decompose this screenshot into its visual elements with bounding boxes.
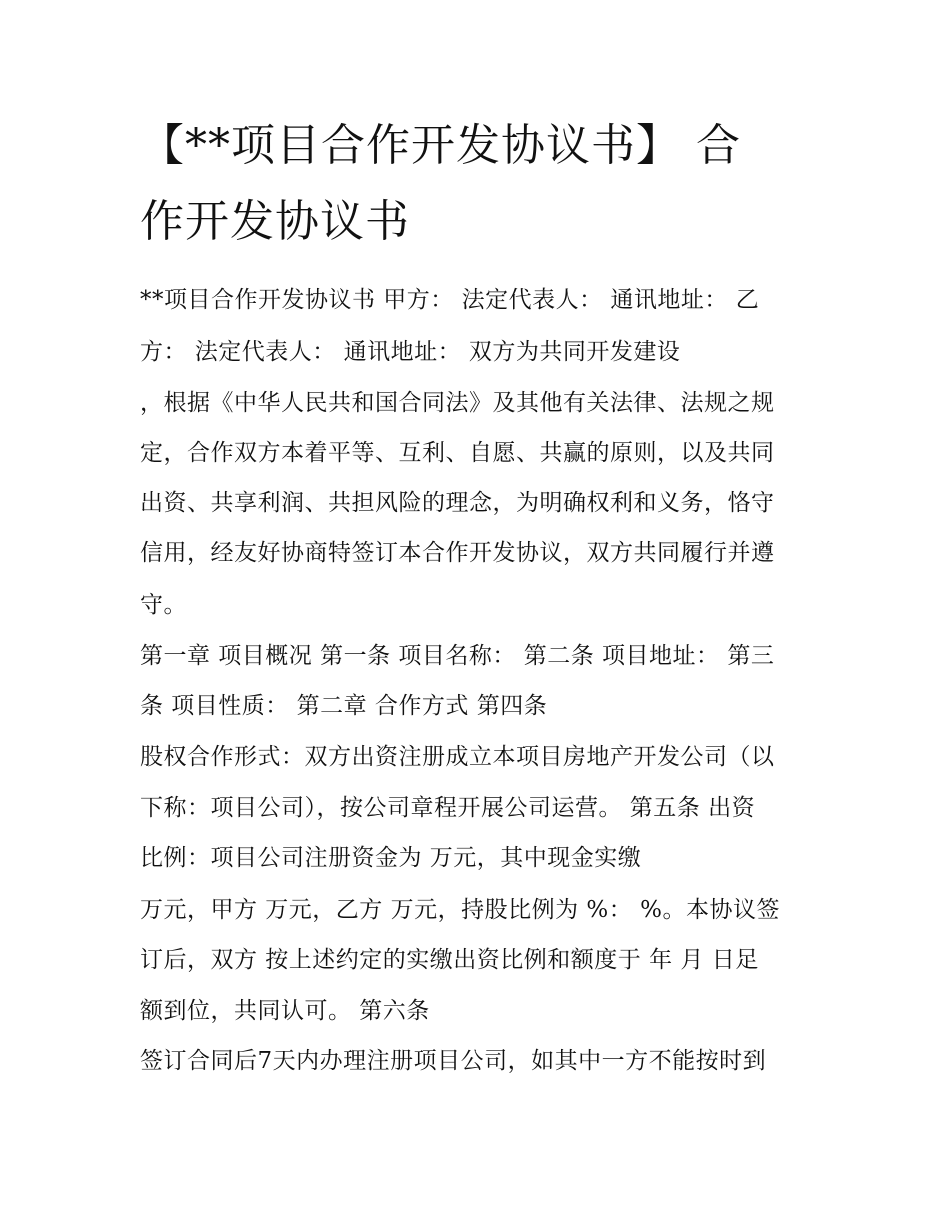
body-line-14: 订后，双方 按上述约定的实缴出资比例和额度于 年 月 日足	[140, 947, 759, 973]
body-line-1: **项目合作开发协议书 甲方： 法定代表人： 通讯地址： 乙	[140, 287, 760, 313]
title-line-2: 作开发协议书	[140, 196, 410, 247]
body-line-4: 定，合作双方本着平等、互利、自愿、共赢的原则，以及共同	[140, 440, 775, 466]
body-line-8: 第一章 项目概况 第一条 项目名称： 第二条 项目地址： 第三	[140, 643, 775, 669]
body-line-3: ，根据《中华人民共和国合同法》及其他有关法律、法规之规	[140, 390, 775, 416]
title-line-1: 【**项目合作开发协议书】 合	[140, 120, 741, 171]
body-line-13: 万元，甲方 万元，乙方 万元，持股比例为 %： %。本协议签	[140, 897, 780, 923]
body-line-7: 守。	[140, 592, 187, 618]
body-line-11: 下称：项目公司），按公司章程开展公司运营。 第五条 出资	[140, 795, 756, 821]
body-line-16: 签订合同后7天内办理注册项目公司，如其中一方不能按时到	[140, 1048, 767, 1074]
body-line-6: 信用，经友好协商特签订本合作开发协议，双方共同履行并遵	[140, 540, 775, 566]
body-line-2: 方： 法定代表人： 通讯地址： 双方为共同开发建设	[140, 339, 681, 365]
body-line-5: 出资、共享利润、共担风险的理念，为明确权利和义务，恪守	[140, 490, 775, 516]
body-line-10: 股权合作形式：双方出资注册成立本项目房地产开发公司（以	[140, 744, 775, 770]
document-title	[140, 108, 820, 260]
body-line-15: 额到位，共同认可。 第六条	[140, 998, 430, 1024]
body-line-9: 条 项目性质： 第二章 合作方式 第四条	[140, 693, 548, 719]
body-line-12: 比例：项目公司注册资金为 万元，其中现金实缴	[140, 845, 642, 871]
